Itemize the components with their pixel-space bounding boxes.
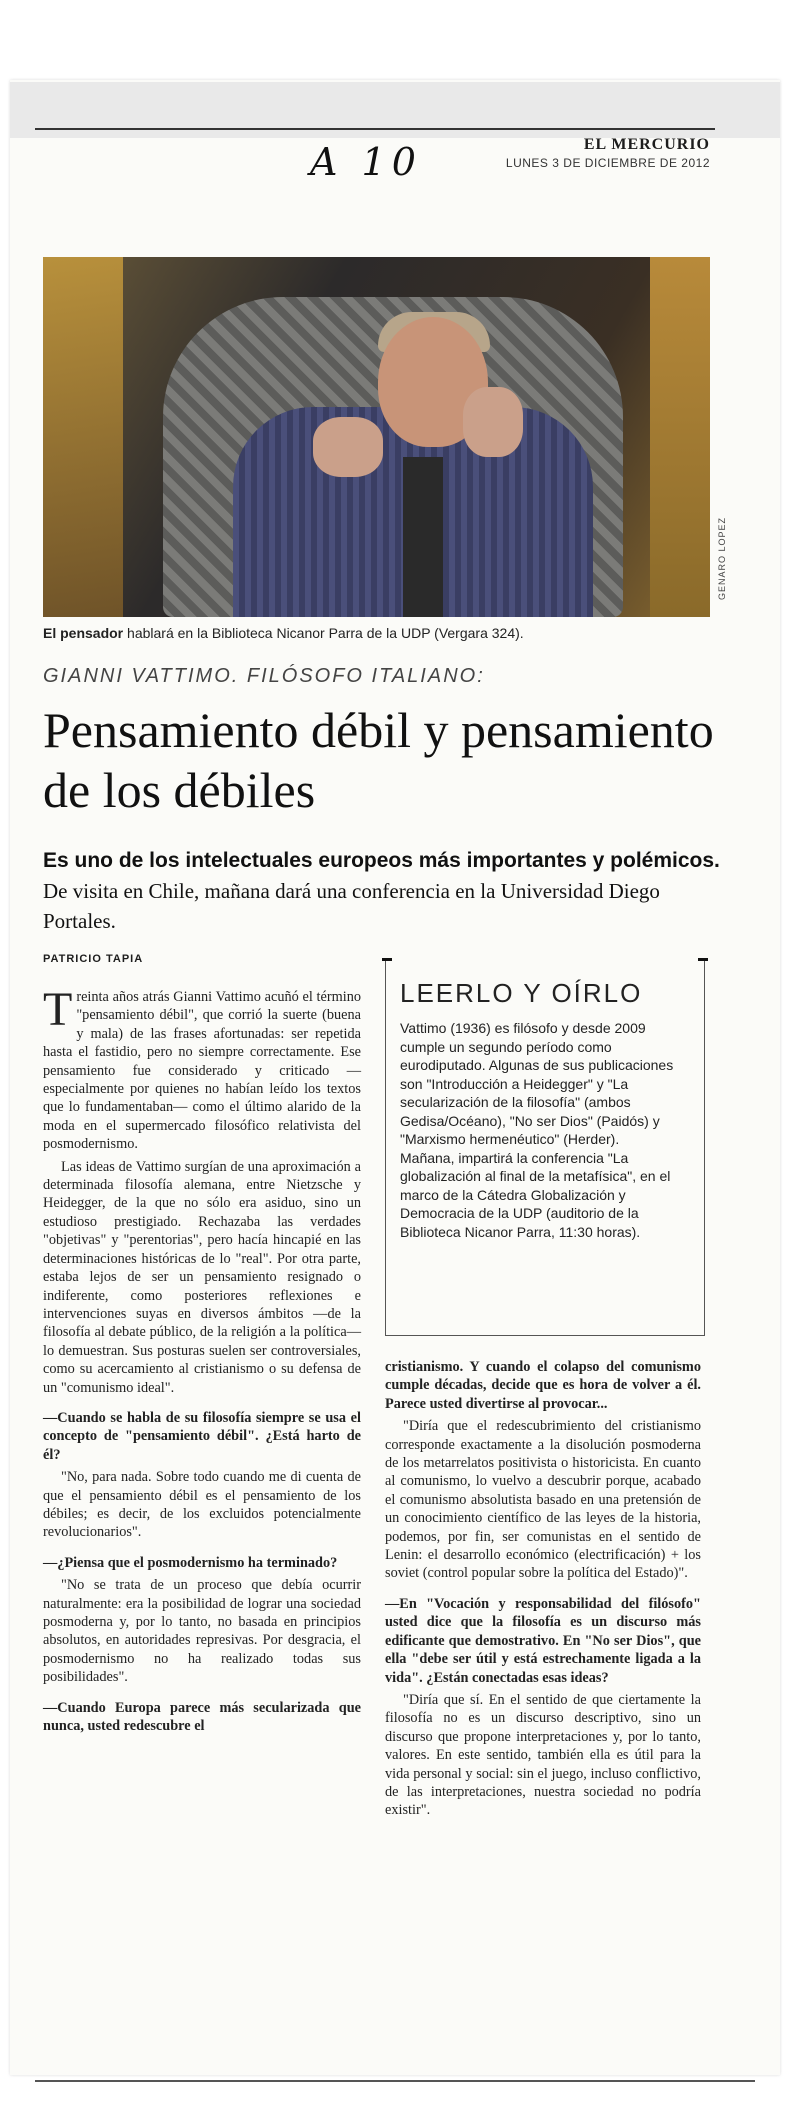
sidebar-paragraph: Vattimo (1936) es filósofo y desde 2009 cumple un segundo período como eurodiputado. Algunas de sus publicaciones son "Introducción a Heidegger" y "La secularización de la filosofía" (ambos Gedisa/Océano), "No ser Dios" (Paidós) y "Marxismo hermenéutico" (Herder). bbox=[400, 1020, 674, 1147]
caption-lead: El pensador bbox=[43, 625, 124, 641]
masthead: EL MERCURIO bbox=[583, 136, 710, 153]
interview-question: —Cuando se habla de su filosofía siempre se usa el concepto de "pensamiento débil". ¿Está harto de él? bbox=[43, 1409, 361, 1463]
interview-question: cristianismo. Y cuando el colapso del comunismo cumple décadas, decide que es hora de volver a él. Parece usted divertirse al provocar... bbox=[385, 1359, 701, 1412]
lead-text: De visita en Chile, mañana dará una conferencia en la Universidad Diego Portales. bbox=[43, 879, 660, 933]
article-kicker: GIANNI VATTIMO. FILÓSOFO ITALIANO: bbox=[43, 665, 485, 687]
left-hand-shape bbox=[313, 417, 383, 477]
box-corner-mark bbox=[698, 958, 708, 961]
drop-cap: T bbox=[43, 983, 73, 1036]
photo-credit: GENARO LOPEZ bbox=[717, 516, 727, 600]
sidebar-box bbox=[385, 960, 705, 1336]
dateline: LUNES 3 DE DICIEMBRE DE 2012 bbox=[505, 156, 710, 170]
box-corner-mark bbox=[382, 958, 392, 961]
article-lead bbox=[43, 845, 723, 936]
caption-text: hablará en la Biblioteca Nicanor Parra de la UDP (Vergara 324). bbox=[123, 625, 524, 641]
paragraph-text: reinta años atrás Gianni Vattimo acuñó el término "pensamiento débil", que corrió la suerte (buena y mala) de las frases afortunadas: ser repetida hasta el fastidio, pero no siempre correctamente. Ese pensamiento fue considerado y criticado —especialmente por quienes no habían leído los textos que lo fundamentaban— como el último alarido de la moda en el supermercado filosófico relativista del posmodernismo. bbox=[43, 989, 361, 1153]
byline: PATRICIO TAPIA bbox=[43, 953, 144, 965]
article-column-2 bbox=[385, 1358, 701, 1824]
article-column-1 bbox=[43, 983, 361, 1739]
sidebar-title: LEERLO Y OÍRLO bbox=[400, 978, 643, 1008]
photo-caption bbox=[43, 625, 723, 641]
tie-shape bbox=[403, 457, 443, 617]
footer-rule bbox=[35, 2080, 755, 2082]
interview-answer: "No se trata de un proceso que debía ocurrir naturalmente: era la posibilidad de lograr una sociedad posmoderna y, por lo tanto, no basada en principios absolutos, en autoridades represivas. Por desgracia, el posmodernismo no ha realizado todas sus posibilidades". bbox=[43, 1577, 361, 1686]
interview-question: —En "Vocación y responsabilidad del filósofo" usted dice que la filosofía es un discurso más edificante que demostrativo. En "No ser Dios", que ella "debe ser útil y está estrechamente ligada a la vida". ¿Están conectadas esas ideas? bbox=[385, 1595, 701, 1686]
paragraph bbox=[43, 983, 361, 1154]
interview-answer: "Diría que sí. En el sentido de que ciertamente la filosofía no es un discurso descriptivo, sino un discurso que propone interpretaciones y, por lo tanto, valores. En este sentido, también ella es útil para la vida personal y social: sin el juego, incluso conflictivo, de las interpretaciones, nuestra sociedad no podría existir". bbox=[385, 1691, 701, 1819]
portrait-photo bbox=[43, 257, 710, 617]
sidebar-body bbox=[400, 1019, 690, 1241]
article-headline: Pensamiento débil y pensamiento de los débiles bbox=[43, 702, 714, 818]
sidebar-paragraph: Mañana, impartirá la conferencia "La globalización al final de la metafísica", en el marco de la Cátedra Globalización y Democracia de la UDP (auditorio de la Biblioteca Nicanor Parra, 11:30 horas). bbox=[400, 1149, 671, 1240]
interview-question: —Cuando Europa parece más secularizada que nunca, usted redescubre el bbox=[43, 1699, 361, 1735]
interview-answer: "No, para nada. Sobre todo cuando me di cuenta de que el pensamiento débil es el pensamiento de los débiles; es decir, de los excluidos potencialmente revolucionarios". bbox=[43, 1469, 361, 1541]
curtain-shape bbox=[650, 257, 710, 617]
paragraph: Las ideas de Vattimo surgían de una aproximación a determinada filosofía alemana, entre Nietzsche y Heidegger, de la que no sólo era asiduo, sino un estudioso prestigiado. Rechazaba las verdades "objetivas" y "perentorias", pero hacía hincapié en las determinaciones históricas de lo "real". Por otra parte, estaba lejos de ser un pensamiento resignado o indiferente, como posteriores reflexiones e intervenciones suyas en diversos ámbitos —de la filosofía al debate público, de la religión a la política— lo demuestran. Sus posturas suelen ser controversiales, como su acercamiento al cristianismo o su defensa de un "comunismo ideal". bbox=[43, 1158, 361, 1396]
lead-bold: Es uno de los intelectuales europeos más importantes y polémicos. bbox=[43, 849, 720, 872]
interview-answer: "Diría que el redescubrimiento del cristianismo corresponde exactamente a la disolución posmoderna de los metarrelatos positivista o historicista. En cuanto al comunismo, lo vuelvo a descubrir porque, acabado el comunismo absolutista basado en una pretensión de un conocimiento científico de las leyes de la historia, podemos, por fin, ser comunistas en el sentido de Lenin: el desarrollo económico (electrificación) + los soviet (control popular sobre la política del Estado)". bbox=[385, 1418, 701, 1582]
interview-question: —¿Piensa que el posmodernismo ha terminado? bbox=[43, 1554, 338, 1571]
right-hand-shape bbox=[463, 387, 523, 457]
lamp-shape bbox=[43, 257, 123, 617]
handwritten-page-mark: A 10 bbox=[310, 140, 422, 184]
header-rule bbox=[35, 128, 715, 130]
